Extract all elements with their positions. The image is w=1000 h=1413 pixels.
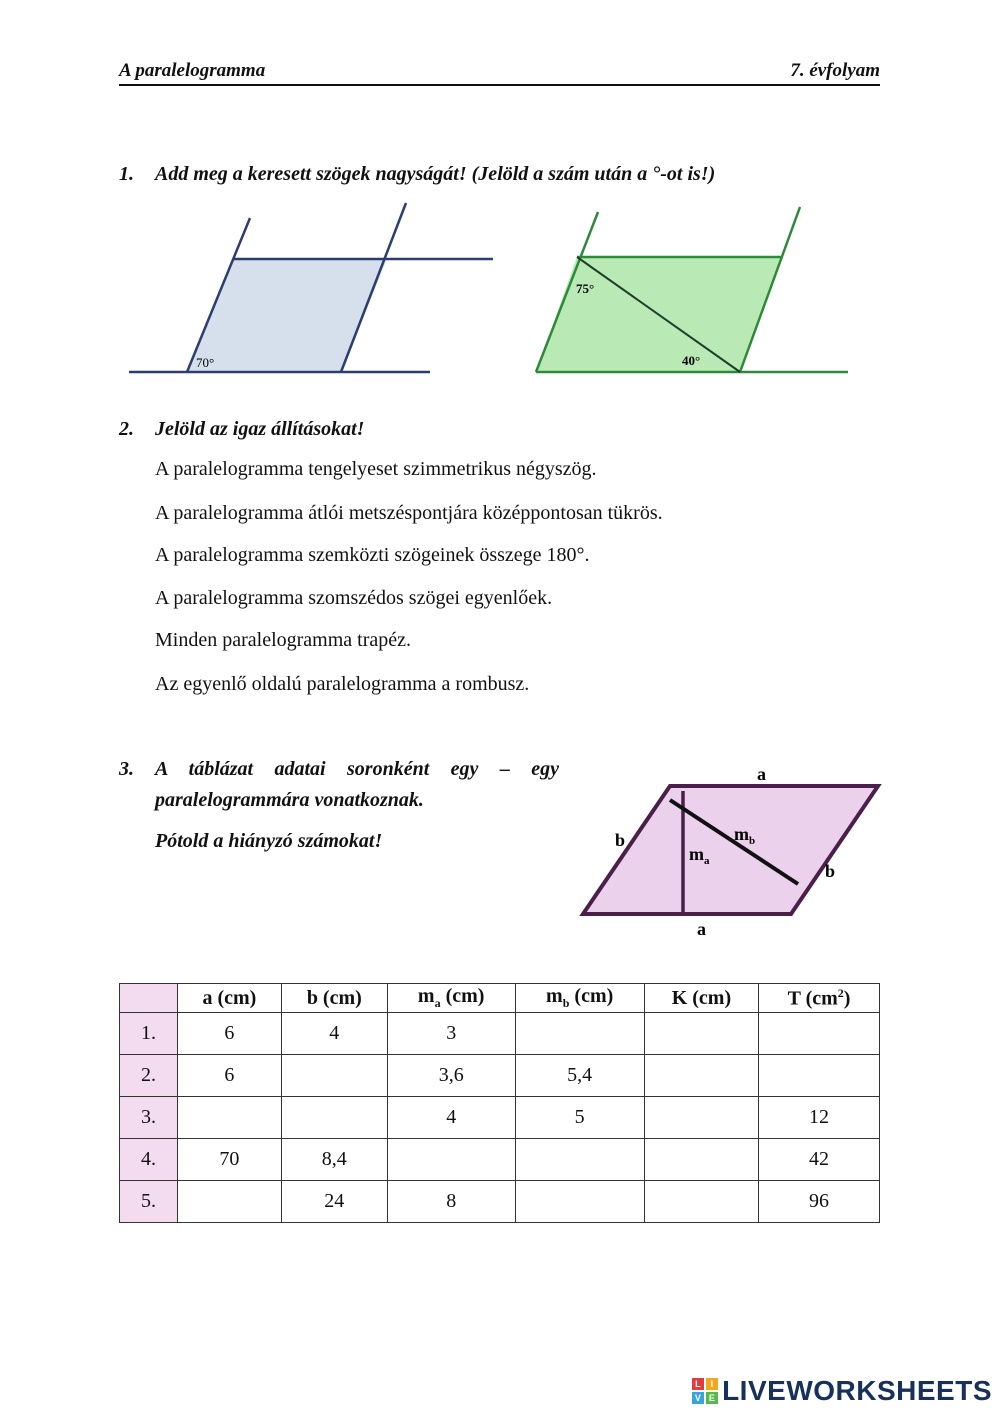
- fig1-angle-label: 70°: [196, 355, 215, 370]
- q3-label-mb: $m_b$: [734, 824, 756, 847]
- cell-b: 24: [281, 1181, 387, 1223]
- logo-text: LIVEWORKSHEETS: [722, 1375, 992, 1406]
- q1-figures: [0, 0, 1000, 400]
- cell-a: 6: [178, 1055, 282, 1097]
- header-k: K (cm): [644, 984, 758, 1013]
- fig2-angle-bottom-label: 40°: [682, 353, 701, 368]
- q3-label-a-top: a: [757, 764, 766, 784]
- q2-title: [119, 418, 364, 441]
- q2-text: Jelöld az igaz állításokat!: [155, 418, 365, 440]
- cell-mb[interactable]: [515, 1181, 644, 1223]
- row-label: 2.: [120, 1055, 178, 1097]
- row-label: 3.: [120, 1097, 178, 1139]
- cell-ma: 4: [387, 1097, 515, 1139]
- cell-k[interactable]: [644, 1139, 758, 1181]
- cell-a[interactable]: [178, 1097, 282, 1139]
- q3-parallelogram: [583, 786, 878, 914]
- fig2-angle-top-label: 75°: [576, 281, 595, 296]
- cell-ma[interactable]: [387, 1139, 515, 1181]
- cell-a: 6: [178, 1013, 282, 1055]
- q1-number: 1.: [119, 163, 134, 185]
- cell-a[interactable]: [178, 1181, 282, 1223]
- q1-figure-1: [129, 203, 493, 372]
- q3-label-a-bottom: a: [697, 919, 706, 939]
- row-label: 4.: [120, 1139, 178, 1181]
- q1-figure-2: [536, 207, 848, 372]
- cell-t: 12: [759, 1097, 880, 1139]
- row-label: 1.: [120, 1013, 178, 1055]
- q2-number: 2.: [119, 418, 134, 440]
- cell-ma: 3: [387, 1013, 515, 1055]
- q3-figure: [560, 760, 900, 950]
- cell-mb: 5,4: [515, 1055, 644, 1097]
- cell-k[interactable]: [644, 1181, 758, 1223]
- cell-t: 96: [759, 1181, 880, 1223]
- q1-text: Add meg a keresett szögek nagyságát! (Jelöld a szám után a °-ot is!): [155, 163, 716, 185]
- cell-k[interactable]: [644, 1013, 758, 1055]
- cell-a: 70: [178, 1139, 282, 1181]
- header-a: a (cm): [178, 984, 282, 1013]
- q3-label-b-left: b: [615, 830, 626, 850]
- header-ma: $m_a$ (cm): [387, 984, 515, 1013]
- cell-mb[interactable]: [515, 1139, 644, 1181]
- header-mb: $m_b$ (cm): [515, 984, 644, 1013]
- row-label: 5.: [120, 1181, 178, 1223]
- q3-line-1: [119, 758, 559, 781]
- table-row: [120, 1181, 880, 1223]
- cell-b[interactable]: [281, 1097, 387, 1139]
- cell-t[interactable]: [759, 1055, 880, 1097]
- statement-5[interactable]: Minden paralelogramma trapéz.: [155, 629, 411, 651]
- statement-6[interactable]: Az egyenlő oldalú paralelogramma a rombusz.: [155, 673, 530, 695]
- statement-3[interactable]: A paralelogramma szemközti szögeinek összege 180°.: [155, 544, 590, 566]
- q3-label-ma: $m_a$: [689, 844, 710, 867]
- q3-number: 3.: [119, 758, 134, 780]
- cell-b: 4: [281, 1013, 387, 1055]
- logo-mark-icon: L I V E: [692, 1378, 718, 1404]
- cell-ma: 8: [387, 1181, 515, 1223]
- liveworksheets-logo: [692, 1375, 992, 1407]
- statement-2[interactable]: A paralelogramma átlói metszéspontjára középpontosan tükrös.: [155, 502, 663, 524]
- q3-label-b-right: b: [825, 861, 836, 881]
- table-header-row: [120, 984, 880, 1013]
- header-t: T $(cm^2)$: [759, 984, 880, 1013]
- cell-b: 8,4: [281, 1139, 387, 1181]
- cell-t: 42: [759, 1139, 880, 1181]
- cell-k[interactable]: [644, 1097, 758, 1139]
- q3-line-2: paralelogrammára vonatkoznak.: [155, 789, 424, 811]
- table-row: [120, 1139, 880, 1181]
- statement-1[interactable]: A paralelogramma tengelyeset szimmetrikus négyszög.: [155, 458, 597, 480]
- q3-line-1-text: A táblázat adatai soronként egy – egy: [155, 758, 559, 780]
- header-corner: [120, 984, 178, 1013]
- cell-mb: 5: [515, 1097, 644, 1139]
- table-row: [120, 1097, 880, 1139]
- header-grade: 7. évfolyam: [790, 60, 880, 81]
- cell-ma: 3,6: [387, 1055, 515, 1097]
- cell-mb[interactable]: [515, 1013, 644, 1055]
- table-row: [120, 1013, 880, 1055]
- header-b: b (cm): [281, 984, 387, 1013]
- cell-k[interactable]: [644, 1055, 758, 1097]
- statement-4[interactable]: A paralelogramma szomszédos szögei egyenlőek.: [155, 587, 553, 609]
- table-row: [120, 1055, 880, 1097]
- cell-b[interactable]: [281, 1055, 387, 1097]
- data-table: [119, 983, 880, 1223]
- q3-line-3: Pótold a hiányzó számokat!: [155, 830, 383, 852]
- fig1-fill: [187, 259, 387, 372]
- cell-t[interactable]: [759, 1013, 880, 1055]
- header-title: A paralelogramma: [119, 60, 266, 81]
